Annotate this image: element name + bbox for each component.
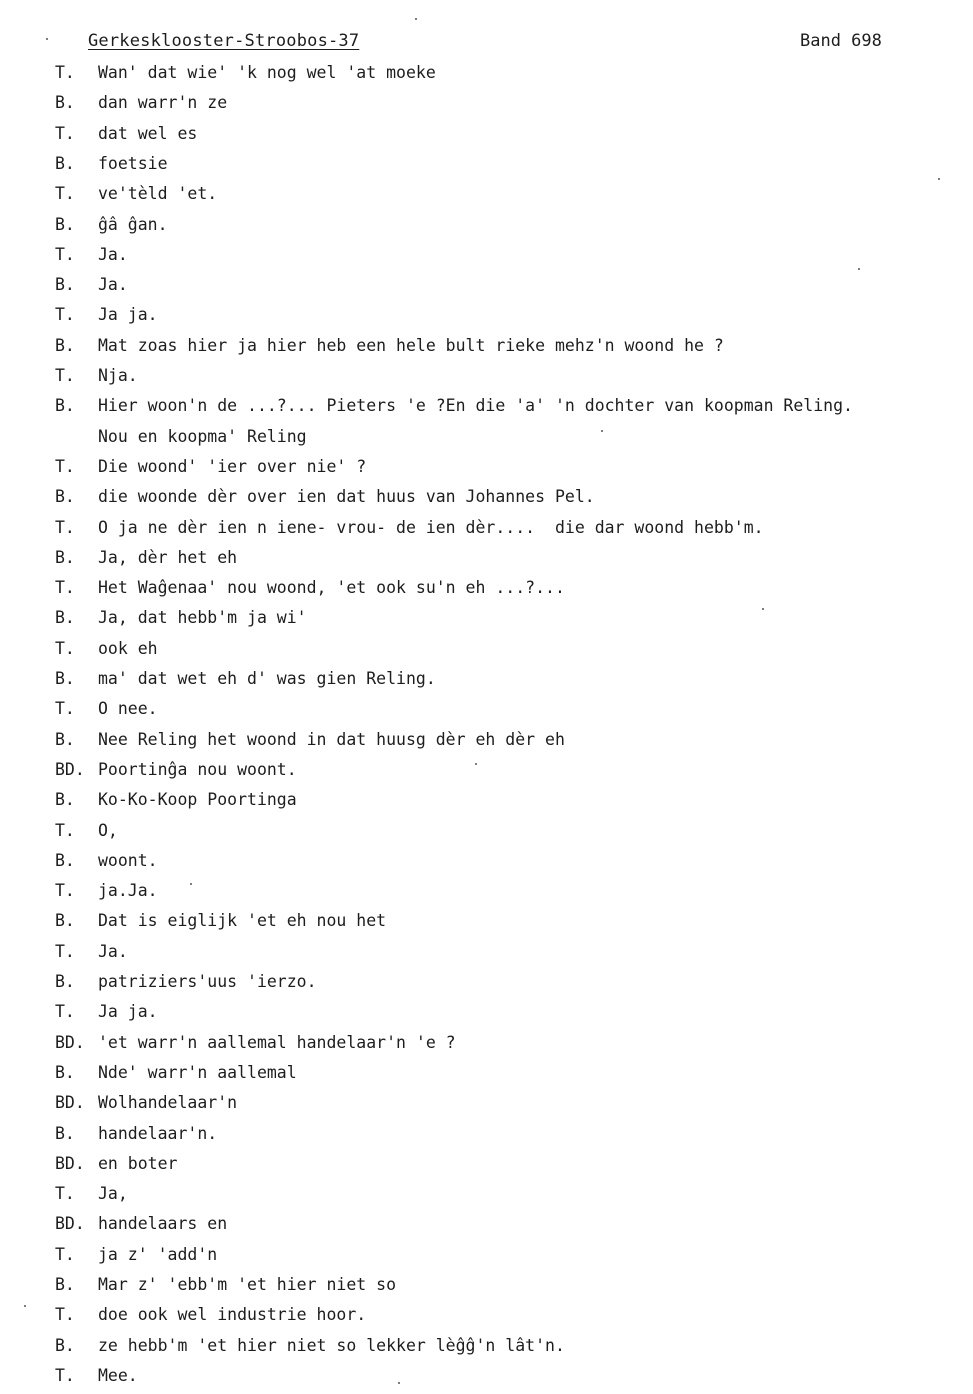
scan-speck	[601, 430, 603, 432]
transcript-line	[0, 819, 960, 843]
speaker-label: T.	[55, 305, 75, 325]
speaker-label: T.	[55, 578, 75, 598]
scan-speck	[24, 1305, 26, 1307]
speaker-label: T.	[55, 244, 75, 264]
transcript-line	[0, 213, 960, 237]
transcript-line	[0, 758, 960, 782]
transcript-line	[0, 576, 960, 600]
transcript-line	[0, 334, 960, 358]
speaker-label: T.	[55, 123, 75, 143]
utterance-text: Ja ja.	[98, 305, 158, 325]
utterance-text: Het Waĝenaa' nou woond, 'et ook su'n eh ...?...	[98, 578, 565, 598]
speaker-label: B.	[55, 93, 75, 113]
utterance-text: ĝâ ĝan.	[98, 214, 168, 234]
speaker-label: B.	[55, 1275, 75, 1294]
utterance-text: patriziers'uus 'ierzo.	[98, 972, 317, 991]
transcript-line	[0, 182, 960, 206]
transcript-line	[0, 91, 960, 115]
utterance-text: Ja,	[98, 1184, 128, 1204]
speaker-label: T.	[55, 1305, 75, 1325]
speaker-label: B.	[55, 608, 75, 628]
transcript-line	[0, 1122, 960, 1146]
transcript-line	[0, 940, 960, 964]
speaker-label: T.	[55, 63, 75, 82]
utterance-text: handelaars en	[98, 1214, 228, 1234]
speaker-label: T.	[55, 184, 75, 204]
utterance-text: ve'tèld 'et.	[98, 184, 218, 204]
speaker-label: T.	[55, 366, 75, 385]
transcript-line	[0, 61, 960, 85]
band-number: Band 698	[800, 31, 882, 51]
transcript-line	[0, 788, 960, 812]
transcript-line	[0, 1243, 960, 1267]
transcript-line	[0, 728, 960, 752]
utterance-text: Ja, dèr het eh	[98, 547, 238, 567]
transcript-line	[0, 394, 960, 418]
utterance-text: O,	[98, 820, 118, 840]
transcript-line	[0, 1182, 960, 1206]
scan-speck	[938, 178, 940, 180]
transcript-line	[0, 909, 960, 933]
speaker-label: B.	[55, 850, 75, 870]
transcript-line	[0, 1031, 960, 1055]
transcript-line	[0, 455, 960, 479]
utterance-text: 'et warr'n aallemal handelaar'n 'e ?	[98, 1032, 456, 1052]
utterance-text: en boter	[98, 1153, 178, 1173]
speaker-label: B.	[55, 669, 75, 688]
speaker-label: B.	[55, 275, 75, 295]
utterance-text: Dat is eiglijk 'et eh nou het	[98, 911, 387, 931]
utterance-text: dan warr'n ze	[98, 93, 228, 113]
speaker-label: BD.	[55, 1093, 85, 1113]
utterance-text: Ja.	[98, 275, 128, 295]
transcript-line	[0, 364, 960, 388]
utterance-text: foetsie	[98, 153, 168, 173]
transcript-line	[0, 606, 960, 630]
utterance-text: Ko-Ko-Koop Poortinga	[98, 790, 297, 810]
transcript-line	[0, 152, 960, 176]
speaker-label: B.	[55, 547, 75, 567]
transcript-line	[0, 667, 960, 691]
document-title: Gerkesklooster-Stroobos-37	[88, 31, 360, 51]
scan-speck	[46, 38, 48, 40]
scan-speck	[415, 18, 417, 20]
speaker-label: BD.	[55, 1214, 85, 1234]
transcript-line	[0, 1364, 960, 1388]
speaker-label: B.	[55, 790, 75, 810]
speaker-label: B.	[55, 396, 75, 416]
scan-speck	[190, 883, 192, 885]
speaker-label: B.	[55, 729, 75, 749]
speaker-label: T.	[55, 1244, 75, 1264]
transcript-line	[0, 516, 960, 540]
transcript-line	[0, 243, 960, 267]
utterance-text: Ja, dat hebb'm ja wi'	[98, 608, 307, 628]
utterance-text: Mar z' 'ebb'm 'et hier niet so	[98, 1275, 397, 1294]
speaker-label: T.	[55, 881, 75, 901]
utterance-text: ja.Ja.	[98, 881, 158, 901]
transcript-line	[0, 1091, 960, 1115]
utterance-text: ja z' 'add'n	[98, 1244, 218, 1264]
scan-speck	[398, 1382, 400, 1384]
utterance-text: ze hebb'm 'et hier niet so lekker lèĝĝ'n lât'n.	[98, 1335, 565, 1355]
speaker-label: B.	[55, 214, 75, 234]
transcript-line	[0, 1000, 960, 1024]
speaker-label: B.	[55, 972, 75, 991]
transcript-line	[0, 485, 960, 509]
speaker-label: T.	[55, 1365, 75, 1385]
utterance-text: O nee.	[98, 699, 158, 719]
transcript-line	[0, 879, 960, 903]
transcript-line	[0, 1212, 960, 1236]
speaker-label: BD.	[55, 759, 85, 779]
transcript-line	[0, 970, 960, 994]
transcript-line	[0, 1152, 960, 1176]
scan-speck	[762, 608, 764, 610]
transcript-line	[0, 122, 960, 146]
utterance-text: Poortinĝa nou woont.	[98, 759, 297, 779]
speaker-label: T.	[55, 517, 75, 537]
speaker-label: T.	[55, 1184, 75, 1204]
speaker-label: B.	[55, 153, 75, 173]
speaker-label: B.	[55, 911, 75, 931]
utterance-text: doe ook wel industrie hoor.	[98, 1305, 367, 1325]
utterance-text: woont.	[98, 850, 158, 870]
utterance-text: die woonde dèr over ien dat huus van Johannes Pel.	[98, 487, 595, 507]
transcript-line	[0, 697, 960, 721]
utterance-text: Die woond' 'ier over nie' ?	[98, 456, 367, 476]
utterance-text: Ja ja.	[98, 1002, 158, 1022]
utterance-text: dat wel es	[98, 123, 198, 143]
utterance-text: O ja ne dèr ien n iene- vrou- de ien dèr.... die dar woond hebb'm.	[98, 517, 764, 537]
transcript-line	[0, 303, 960, 327]
utterance-text: Ja.	[98, 244, 128, 264]
utterance-text: Mee.	[98, 1365, 138, 1385]
utterance-text: Nde' warr'n aallemal	[98, 1062, 297, 1082]
speaker-label: T.	[55, 456, 75, 476]
utterance-text: Ja.	[98, 941, 128, 961]
utterance-text: ma' dat wet eh d' was gien Reling.	[98, 669, 436, 688]
speaker-label: B.	[55, 1062, 75, 1082]
speaker-label: T.	[55, 1002, 75, 1022]
speaker-label: T.	[55, 638, 75, 658]
speaker-label: T.	[55, 699, 75, 719]
utterance-text: Wan' dat wie' 'k nog wel 'at moeke	[98, 63, 436, 82]
speaker-label: B.	[55, 1123, 75, 1143]
transcript-line	[0, 1273, 960, 1297]
transcript-line	[0, 1061, 960, 1085]
utterance-text: Nee Reling het woond in dat huusg dèr eh dèr eh	[98, 729, 565, 749]
transcript-line	[0, 546, 960, 570]
scan-speck	[858, 268, 860, 270]
utterance-text: Hier woon'n de ...?... Pieters 'e ?En die 'a' 'n dochter van koopman Reling.	[98, 396, 853, 416]
speaker-label: B.	[55, 335, 75, 355]
speaker-label: T.	[55, 941, 75, 961]
utterance-text: ook eh	[98, 638, 158, 658]
utterance-text: Nja.	[98, 366, 138, 385]
speaker-label: T.	[55, 820, 75, 840]
transcript-line	[0, 1334, 960, 1358]
utterance-text: handelaar'n.	[98, 1123, 218, 1143]
transcript-line	[0, 637, 960, 661]
speaker-label: B.	[55, 487, 75, 507]
utterance-text: Nou en koopma' Reling	[98, 426, 307, 446]
transcript-line	[0, 1303, 960, 1327]
scan-speck	[475, 763, 477, 765]
speaker-label: BD.	[55, 1032, 85, 1052]
transcript-line	[0, 273, 960, 297]
transcript-line	[0, 425, 960, 449]
speaker-label: B.	[55, 1335, 75, 1355]
speaker-label: BD.	[55, 1153, 85, 1173]
transcript-line	[0, 849, 960, 873]
utterance-text: Mat zoas hier ja hier heb een hele bult rieke mehz'n woond he ?	[98, 335, 724, 355]
utterance-text: Wolhandelaar'n	[98, 1093, 238, 1113]
